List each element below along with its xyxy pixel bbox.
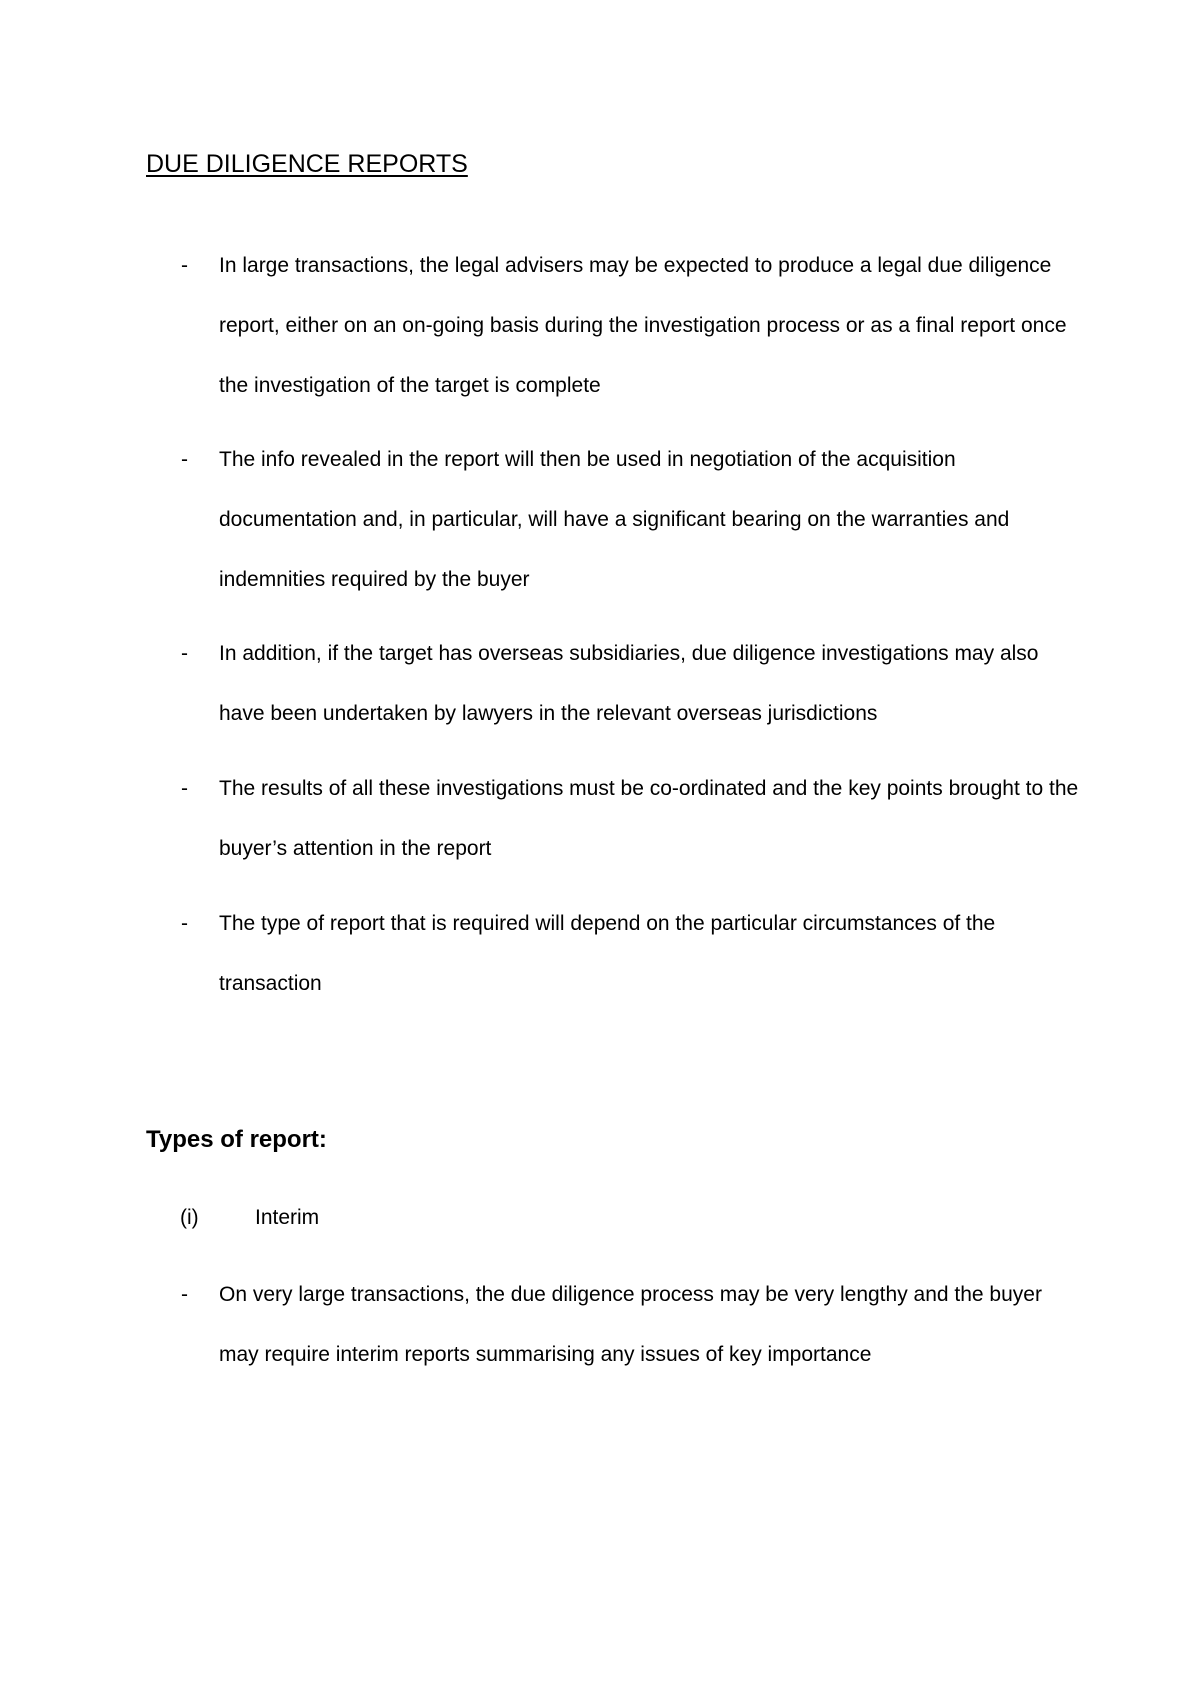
bullet-text: The results of all these investigations must be co-ordinated and the key points brought to the buyer’s attention in the report — [219, 777, 1079, 860]
bullet-text: In addition, if the target has overseas subsidiaries, due diligence investigations may also have been undertaken by lawyers in the relevant overseas jurisdictions — [219, 642, 1039, 725]
item-label: Interim — [255, 1206, 320, 1229]
bullet-dash: - — [181, 254, 188, 277]
section-title: Types of report: — [146, 1126, 327, 1153]
bullet-dash: - — [181, 642, 188, 665]
page-title: DUE DILIGENCE REPORTS — [146, 150, 468, 178]
item-number: (i) — [180, 1206, 199, 1229]
bullet-dash: - — [181, 777, 188, 800]
bullet-text: The info revealed in the report will then be used in negotiation of the acquisition documentation and, in particular, will have a significant bearing on the warranties and indemnities required by the buyer — [219, 448, 1010, 591]
bullet-dash: - — [181, 912, 188, 935]
bullet-dash: - — [181, 448, 188, 471]
bullet-text: On very large transactions, the due diligence process may be very lengthy and the buyer may require interim reports summarising any issues of key importance — [219, 1283, 1042, 1366]
bullet-text: In large transactions, the legal advisers may be expected to produce a legal due diligence report, either on an on-going basis during the investigation process or as a final report once the investigation of the target is complete — [219, 254, 1067, 397]
bullet-dash: - — [181, 1283, 188, 1306]
bullet-text: The type of report that is required will depend on the particular circumstances of the transaction — [219, 912, 996, 995]
